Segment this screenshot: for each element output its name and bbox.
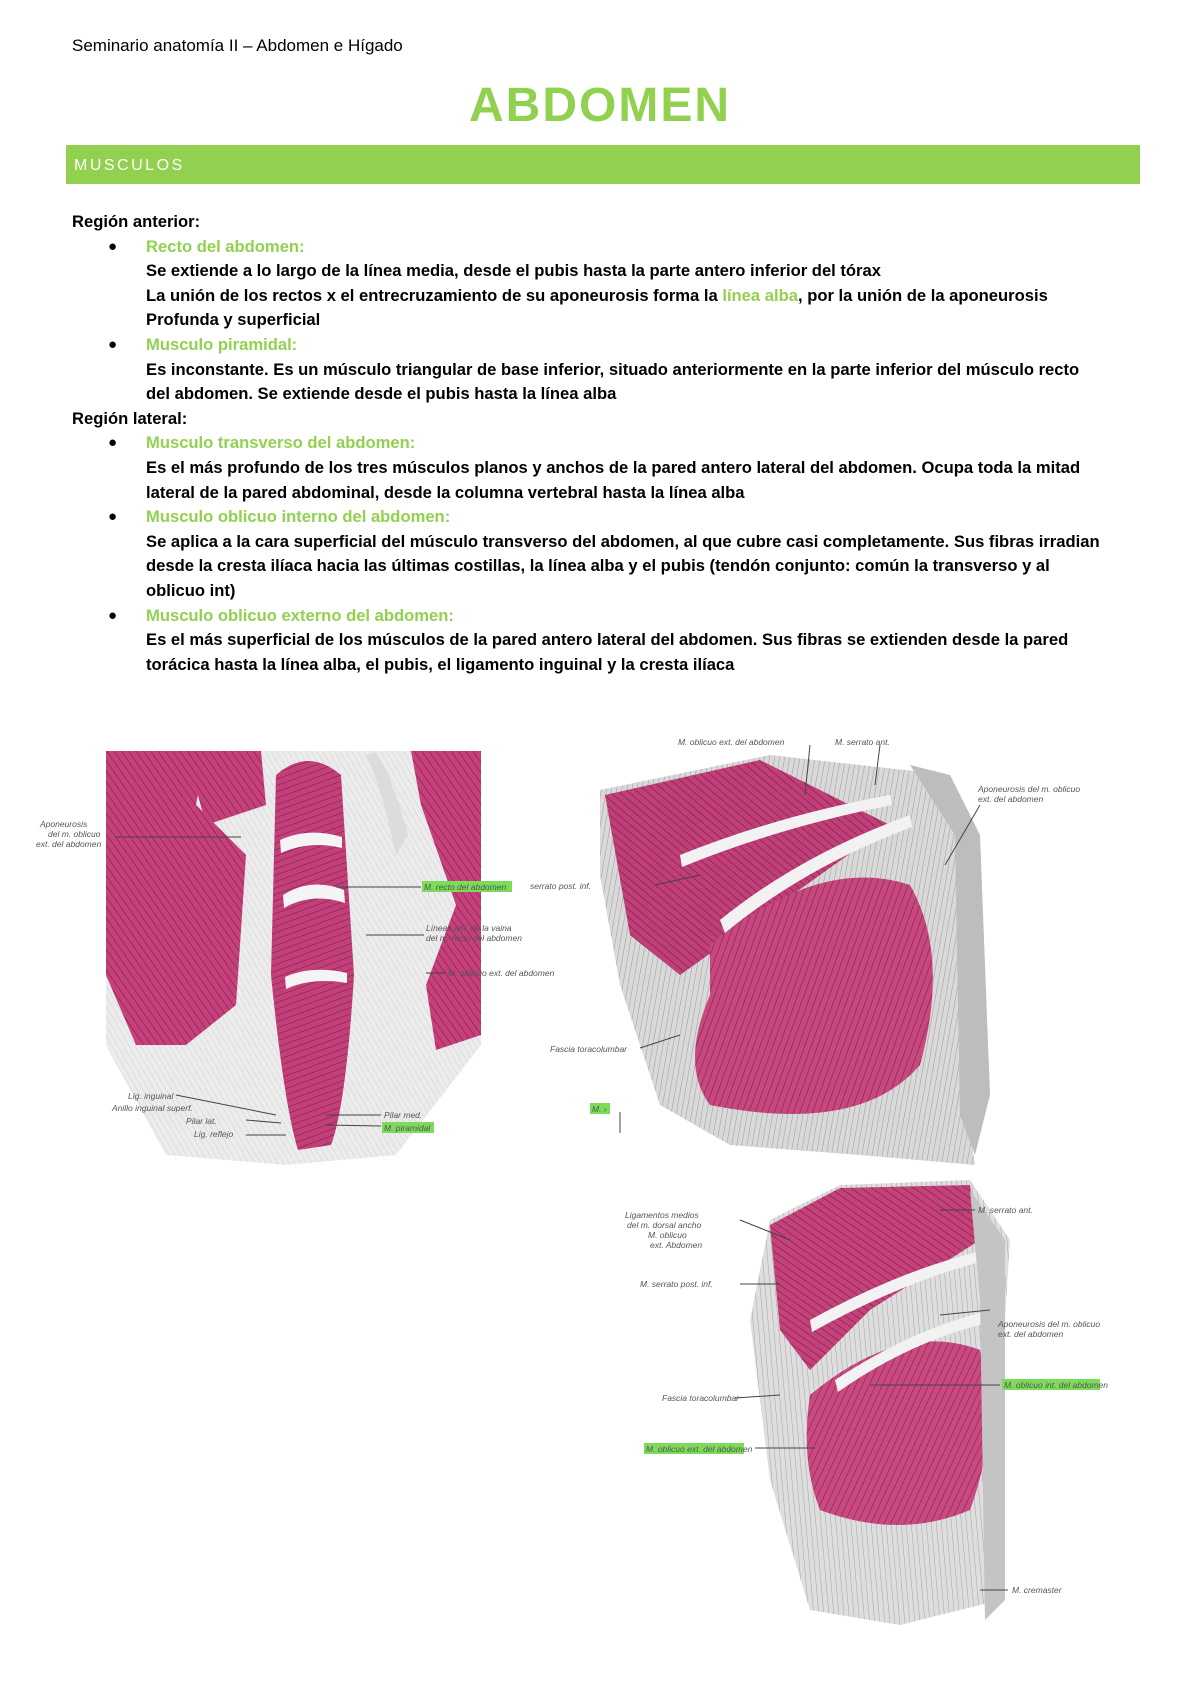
region-label: Región anterior: xyxy=(72,212,201,231)
label-oblicuo-top: M. oblicuo ext. del abdomen xyxy=(678,737,785,747)
item-text: Se extiende a lo largo de la línea media, desde el pubis hasta la parte antero inferior del tórax xyxy=(146,261,881,281)
label-oblicuo-ext: M. oblicuo ext. del abdomen xyxy=(646,1444,753,1454)
bullet-icon: ● xyxy=(108,508,118,526)
item-text: Es el más superficial de los músculos de la pared antero lateral del abdomen. Sus fibras se extienden desde la pared xyxy=(146,630,1069,650)
label-pilar-med: Pilar med. xyxy=(384,1110,423,1120)
item-text: Es inconstante. Es un músculo triangular de base inferior, situado anteriormente en la parte inferior del músculo recto xyxy=(146,359,1080,379)
text-span: La unión de los rectos x el entrecruzamiento de su aponeurosis forma la xyxy=(146,285,723,305)
label-aponeurosis: Aponeurosis del m. oblicuo ext. del abdomen xyxy=(978,784,1081,804)
section-bar: MUSCULOS xyxy=(66,145,1140,184)
item-title: Musculo piramidal: xyxy=(146,334,298,354)
region-list xyxy=(72,431,1152,677)
item-text: oblicuo int) xyxy=(146,580,236,600)
bullet-icon: ● xyxy=(108,335,118,353)
lateral-abdomen-figure-2 xyxy=(625,1180,1200,1630)
label-lig-reflejo: Lig. reflejo xyxy=(194,1129,234,1139)
anterior-abdomen-figure xyxy=(36,745,581,1175)
label-recto: M. recto del abdomen xyxy=(424,882,507,892)
label-oblicuo: M. oblicuo ext. del abdomen xyxy=(448,968,555,978)
item-title: Musculo oblicuo externo del abdomen: xyxy=(146,605,454,625)
item-title: Musculo transverso del abdomen: xyxy=(146,433,416,453)
page-header: Seminario anatomía II – Abdomen e Hígado xyxy=(72,36,403,55)
label-piramidal: M. piramidal xyxy=(384,1123,431,1133)
label-pilar-lat: Pilar lat. xyxy=(186,1116,217,1126)
label-aponeurosis: Aponeurosis del m. oblicuo ext. del abdomen xyxy=(36,819,102,849)
content xyxy=(72,210,1152,677)
linea-alba-term: línea alba xyxy=(722,285,798,305)
list-item xyxy=(72,505,1152,603)
label-ligamentos: Ligamentos medios del m. dorsal ancho M. oblicuo ext. Abdomen xyxy=(625,1210,703,1250)
label-serrato-post: M. serrato post. inf. xyxy=(640,1279,713,1289)
list-item xyxy=(72,604,1152,678)
label-fascia: Fascia toracolumbar xyxy=(662,1393,740,1403)
bullet-icon: ● xyxy=(108,434,118,452)
label-aponeurosis: Aponeurosis del m. oblicuo ext. del abdomen xyxy=(998,1319,1101,1339)
list-item xyxy=(72,431,1152,505)
region-list xyxy=(72,235,1152,407)
label-serrato-ant: M. serrato ant. xyxy=(835,737,890,747)
item-text: lateral de la pared abdominal, desde la columna vertebral hasta la línea alba xyxy=(146,482,745,502)
label-fascia: Fascia toracolumbar xyxy=(550,1044,628,1054)
item-text xyxy=(146,284,1152,309)
item-text: Se aplica a la cara superficial del músculo transverso del abdomen, al que cubre casi completamente. Sus fibras irradian xyxy=(146,531,1100,551)
bullet-icon: ● xyxy=(108,606,118,624)
label-serrato-ant: M. serrato ant. xyxy=(978,1205,1033,1215)
label-serrato-post: serrato post. inf. xyxy=(530,881,591,891)
item-text: del abdomen. Se extiende desde el pubis hasta la línea alba xyxy=(146,384,617,404)
region-label: Región lateral: xyxy=(72,408,188,428)
label-cremaster: M. cremaster xyxy=(1012,1585,1062,1595)
page-title: ABDOMEN xyxy=(469,79,731,132)
label-anillo: Anillo inguinal superf. xyxy=(112,1103,193,1113)
label-oblicuo-int: M. oblicuo int. del abdomen xyxy=(1004,1380,1108,1390)
label-lineas: Líneas ant. de la vaina del m. recto del abdomen xyxy=(426,923,522,943)
item-text: Profunda y superficial xyxy=(146,310,321,330)
list-item xyxy=(72,235,1152,333)
item-text: Es el más profundo de los tres músculos planos y anchos de la pared antero lateral del abdomen. Ocupa toda la mitad xyxy=(146,457,1081,477)
label-lig-inguinal: Lig. inguinal xyxy=(128,1091,174,1101)
text-span: , por la unión de la aponeurosis xyxy=(797,285,1048,305)
item-text: torácica hasta la línea alba, el pubis, el ligamento inguinal y la cresta ilíaca xyxy=(146,654,735,674)
item-text: desde la cresta ilíaca hacia las últimas costillas, la línea alba y el pubis (tendón conjunto: común la transverso y al xyxy=(146,556,1050,576)
bullet-icon: ● xyxy=(108,237,118,255)
lateral-abdomen-figure xyxy=(530,735,1200,1200)
label-m-small: M. › xyxy=(592,1104,607,1114)
list-item xyxy=(72,333,1152,407)
item-title: Recto del abdomen: xyxy=(146,236,305,256)
item-title: Musculo oblicuo interno del abdomen: xyxy=(146,507,451,527)
